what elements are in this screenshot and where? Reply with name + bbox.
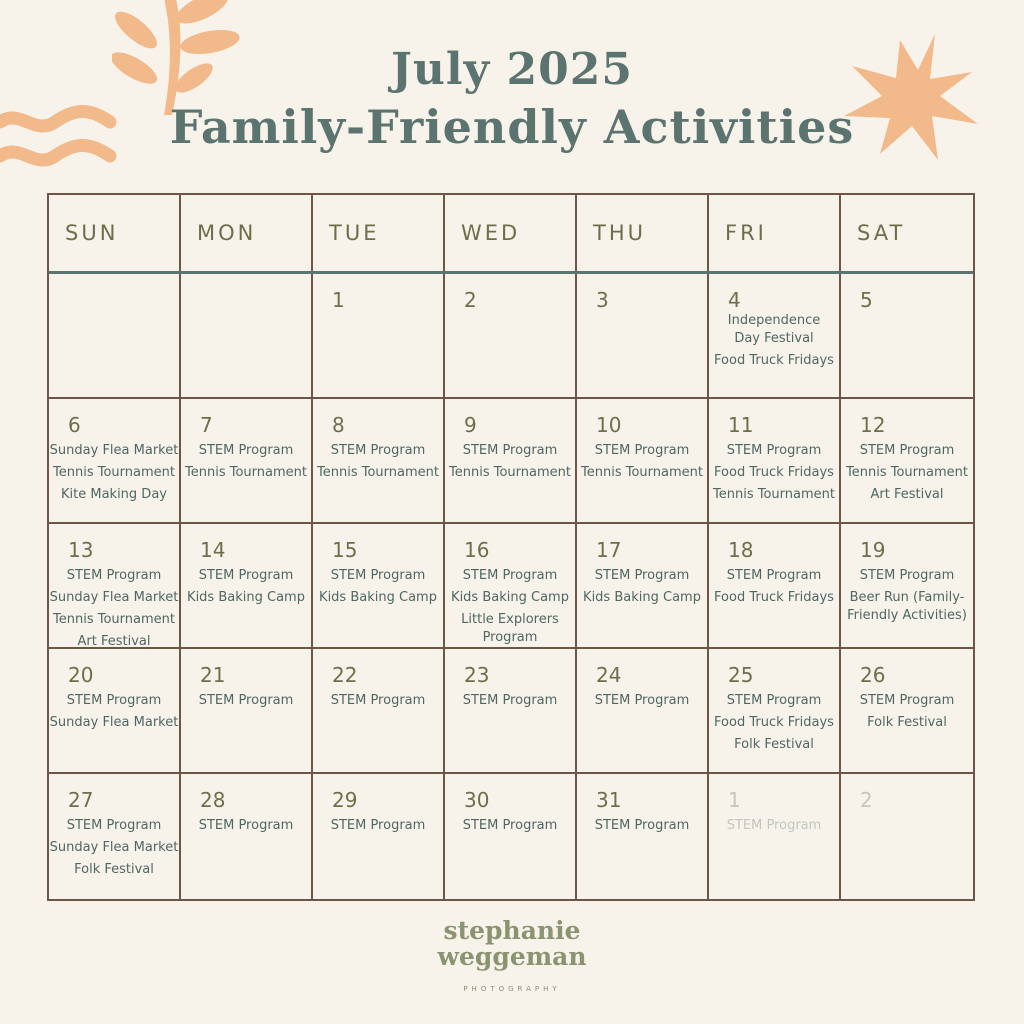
- day-number: 18: [728, 538, 754, 562]
- event-item: Folk Festival: [734, 737, 814, 752]
- day-cell: [709, 524, 841, 647]
- event-item: STEM Program: [330, 568, 426, 583]
- event-item: Independence Day Festival: [727, 313, 821, 346]
- day-number: 9: [464, 413, 477, 437]
- event-list: [445, 567, 575, 647]
- event-list: [445, 817, 575, 839]
- weekday-wed: WED: [445, 195, 577, 271]
- day-number: 2: [464, 288, 477, 312]
- event-list: [181, 692, 311, 714]
- day-number: 15: [332, 538, 358, 562]
- day-number: 11: [728, 413, 754, 437]
- event-list: [709, 692, 839, 758]
- day-cell: [445, 774, 577, 899]
- event-item: Kids Baking Camp: [319, 590, 437, 605]
- event-item: STEM Program: [198, 818, 294, 833]
- day-cell: [445, 274, 577, 397]
- day-cell: [445, 524, 577, 647]
- day-cell: [313, 774, 445, 899]
- event-item: STEM Program: [66, 693, 162, 708]
- event-item: STEM Program: [198, 568, 294, 583]
- day-cell: [313, 274, 445, 397]
- day-cell: [577, 774, 709, 899]
- day-cell: [577, 524, 709, 647]
- event-item: Sunday Flea Market: [49, 840, 179, 855]
- event-item: Kite Making Day: [61, 487, 167, 502]
- day-cell: [709, 399, 841, 522]
- event-item: STEM Program: [726, 693, 822, 708]
- day-number: 25: [728, 663, 754, 687]
- day-number: 7: [200, 413, 213, 437]
- day-cell: [313, 649, 445, 772]
- event-item: STEM Program: [462, 818, 558, 833]
- event-list: [313, 567, 443, 611]
- day-cell: [181, 649, 313, 772]
- day-cell: [49, 649, 181, 772]
- day-cell: [445, 649, 577, 772]
- event-item: STEM Program: [726, 568, 822, 583]
- day-number: 8: [332, 413, 345, 437]
- event-list: [49, 442, 179, 508]
- day-cell: [577, 649, 709, 772]
- event-item: Kids Baking Camp: [583, 590, 701, 605]
- event-item: Art Festival: [870, 487, 944, 502]
- calendar-week: [49, 274, 973, 399]
- event-item: STEM Program: [594, 693, 690, 708]
- weekday-header: [49, 195, 973, 274]
- day-cell: [709, 649, 841, 772]
- day-cell: [181, 399, 313, 522]
- event-item: Kids Baking Camp: [187, 590, 305, 605]
- page-title: July 2025: [391, 44, 633, 95]
- calendar-grid: [47, 193, 975, 901]
- event-item: STEM Program: [462, 568, 558, 583]
- day-cell: [841, 524, 973, 647]
- event-item: Little Explorers Program: [461, 612, 559, 645]
- day-cell: [313, 399, 445, 522]
- day-number: 1: [332, 288, 345, 312]
- event-item: Sunday Flea Market: [49, 590, 179, 605]
- event-list: [181, 442, 311, 486]
- event-item: STEM Program: [462, 443, 558, 458]
- event-item: Tennis Tournament: [713, 487, 835, 502]
- day-cell: [841, 399, 973, 522]
- day-cell: [709, 774, 841, 899]
- day-number: 6: [68, 413, 81, 437]
- day-cell: [181, 524, 313, 647]
- day-number: 13: [68, 538, 94, 562]
- event-list: [709, 817, 839, 839]
- event-item: STEM Program: [859, 568, 955, 583]
- event-item: STEM Program: [462, 693, 558, 708]
- day-cell: [181, 774, 313, 899]
- day-number: 22: [332, 663, 358, 687]
- event-item: STEM Program: [594, 818, 690, 833]
- event-item: STEM Program: [330, 818, 426, 833]
- event-item: Tennis Tournament: [53, 465, 175, 480]
- event-item: Beer Run (Family-Friendly Activities): [847, 590, 967, 623]
- calendar-body: [49, 274, 973, 899]
- event-list: [577, 692, 707, 714]
- day-number: 28: [200, 788, 226, 812]
- event-item: Tennis Tournament: [846, 465, 968, 480]
- day-number: 17: [596, 538, 622, 562]
- day-number: 20: [68, 663, 94, 687]
- brand-tagline: PHOTOGRAPHY: [463, 985, 561, 993]
- event-item: Kids Baking Camp: [451, 590, 569, 605]
- day-number: 12: [860, 413, 886, 437]
- event-list: [841, 692, 973, 736]
- calendar-week: [49, 649, 973, 774]
- page-subtitle: Family-Friendly Activities: [169, 100, 855, 154]
- day-cell: [841, 274, 973, 397]
- brand-name-line1: stephanie: [443, 916, 581, 945]
- event-item: Folk Festival: [74, 862, 154, 877]
- event-item: STEM Program: [330, 443, 426, 458]
- day-number: 3: [596, 288, 609, 312]
- weekday-fri: FRI: [709, 195, 841, 271]
- event-list: [49, 567, 179, 647]
- weekday-sat: SAT: [857, 221, 906, 245]
- event-item: STEM Program: [859, 693, 955, 708]
- event-item: STEM Program: [726, 818, 822, 833]
- day-cell: [577, 399, 709, 522]
- event-item: Food Truck Fridays: [714, 353, 834, 368]
- day-number: 21: [200, 663, 226, 687]
- day-number: 4: [728, 288, 741, 312]
- day-cell: [49, 399, 181, 522]
- event-list: [709, 442, 839, 508]
- weekday-mon: MON: [181, 195, 313, 271]
- day-cell: [709, 274, 841, 397]
- event-list: [445, 442, 575, 486]
- event-item: Folk Festival: [867, 715, 947, 730]
- day-cell: [577, 274, 709, 397]
- event-item: Art Festival: [77, 634, 151, 647]
- day-number: 10: [596, 413, 622, 437]
- calendar-week: [49, 399, 973, 524]
- event-item: STEM Program: [726, 443, 822, 458]
- event-list: [49, 692, 179, 736]
- day-number: 2: [860, 788, 873, 812]
- weekday-tue: TUE: [313, 195, 445, 271]
- event-list: [841, 567, 973, 629]
- calendar-week: [49, 524, 973, 649]
- event-item: STEM Program: [859, 443, 955, 458]
- event-list: [577, 817, 707, 839]
- event-list: [181, 567, 311, 611]
- day-number: 5: [860, 288, 873, 312]
- weekday-thu: THU: [577, 195, 709, 271]
- day-number: 26: [860, 663, 886, 687]
- event-item: STEM Program: [594, 568, 690, 583]
- weekday-sun: SUN: [49, 195, 181, 271]
- day-cell: [445, 399, 577, 522]
- event-list: [313, 692, 443, 714]
- event-item: Food Truck Fridays: [714, 715, 834, 730]
- event-list: [709, 312, 839, 374]
- event-item: Sunday Flea Market: [49, 443, 179, 458]
- day-cell: [841, 774, 973, 899]
- day-cell: [313, 524, 445, 647]
- day-cell: [181, 274, 313, 397]
- event-item: STEM Program: [66, 568, 162, 583]
- day-number: 19: [860, 538, 886, 562]
- day-number: 27: [68, 788, 94, 812]
- day-number: 29: [332, 788, 358, 812]
- event-item: Tennis Tournament: [317, 465, 439, 480]
- event-item: Sunday Flea Market: [49, 715, 179, 730]
- event-list: [313, 442, 443, 486]
- day-cell: [49, 524, 181, 647]
- event-item: Food Truck Fridays: [714, 465, 834, 480]
- event-item: STEM Program: [198, 443, 294, 458]
- day-number: 1: [728, 788, 741, 812]
- day-cell: [49, 774, 181, 899]
- event-item: Tennis Tournament: [449, 465, 571, 480]
- event-list: [577, 567, 707, 611]
- calendar-week: [49, 774, 973, 899]
- event-item: Tennis Tournament: [185, 465, 307, 480]
- event-item: STEM Program: [330, 693, 426, 708]
- event-item: Tennis Tournament: [53, 612, 175, 627]
- event-list: [181, 817, 311, 839]
- event-item: STEM Program: [66, 818, 162, 833]
- event-item: Tennis Tournament: [581, 465, 703, 480]
- day-cell: [49, 274, 181, 397]
- event-list: [313, 817, 443, 839]
- day-number: 24: [596, 663, 622, 687]
- event-item: STEM Program: [594, 443, 690, 458]
- event-item: STEM Program: [198, 693, 294, 708]
- day-number: 16: [464, 538, 490, 562]
- day-cell: [841, 649, 973, 772]
- day-number: 23: [464, 663, 490, 687]
- event-list: [577, 442, 707, 486]
- event-item: Food Truck Fridays: [714, 590, 834, 605]
- event-list: [49, 817, 179, 883]
- day-number: 30: [464, 788, 490, 812]
- event-list: [841, 442, 973, 508]
- brand-name-line2: weggeman: [437, 942, 587, 971]
- day-number: 31: [596, 788, 622, 812]
- event-list: [445, 692, 575, 714]
- day-number: 14: [200, 538, 226, 562]
- event-list: [709, 567, 839, 611]
